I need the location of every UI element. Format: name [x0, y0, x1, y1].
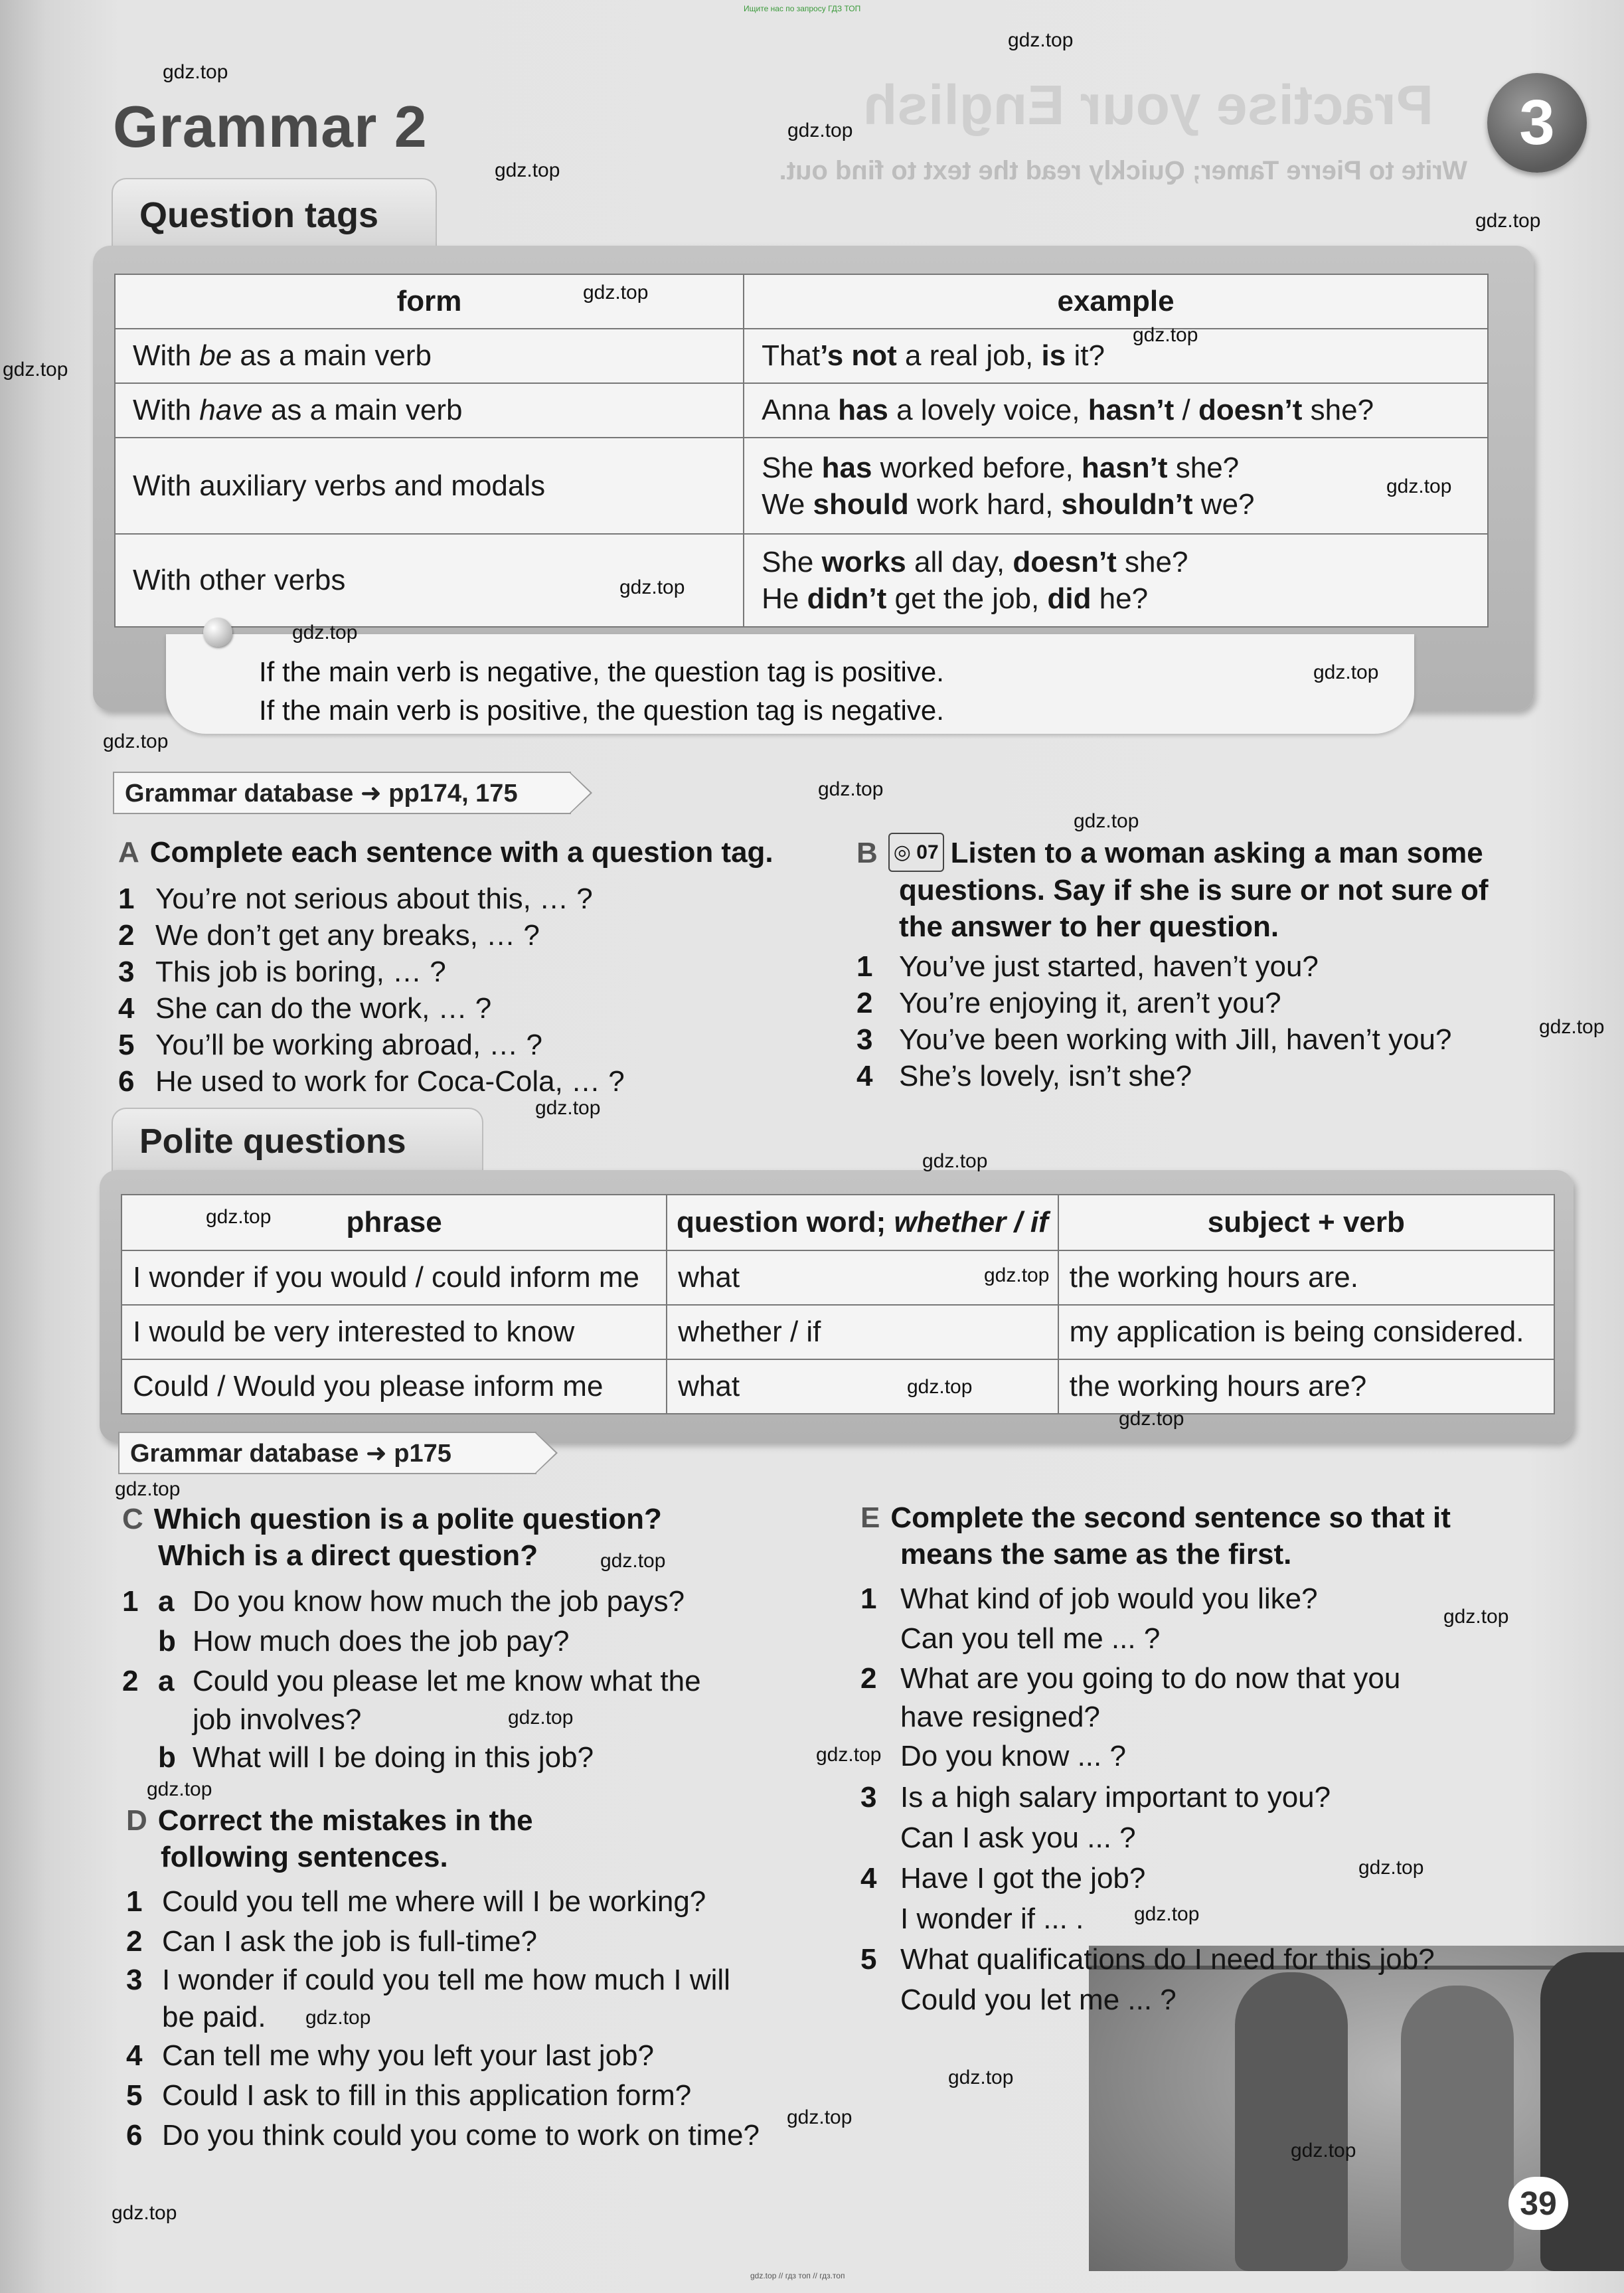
watermark: gdz.top: [3, 359, 68, 381]
watermark: gdz.top: [1475, 210, 1541, 232]
watermark: gdz.top: [1539, 1016, 1605, 1038]
watermark: gdz.top: [600, 1550, 666, 1572]
list-item: 1 Could you tell me where will I be working?: [126, 1885, 706, 1918]
list-item: 4 She can do the work, … ?: [118, 992, 492, 1025]
list-item: 2 We don’t get any breaks, … ?: [118, 919, 540, 952]
example-cell: That’s not a real job, is it?: [744, 329, 1488, 383]
task-c-list: [122, 1582, 701, 1778]
grammar-database-link[interactable]: Grammar database ➜ pp174, 175: [113, 772, 571, 814]
form-cell: With other verbs: [115, 534, 744, 627]
rule-note-line-2: If the main verb is positive, the question tag is negative.: [259, 695, 944, 726]
watermark: gdz.top: [583, 282, 649, 303]
question-word-cell: what: [667, 1359, 1058, 1414]
task-b-heading: B ◎ 07 Listen to a woman asking a man some questions. Say if she is sure or not sure of the answer to her question.: [856, 833, 1580, 945]
form-cell: With be as a main verb: [115, 329, 744, 383]
top-note: Ищите нас по запросу ГДЗ ТОП: [744, 4, 861, 13]
list-item: be paid.: [162, 2001, 266, 2033]
subject-verb-cell: the working hours are?: [1058, 1359, 1554, 1414]
watermark: gdz.top: [922, 1150, 988, 1172]
header-form: form: [115, 274, 744, 329]
list-item: Do you know ... ?: [900, 1740, 1126, 1772]
list-item: 3 You’ve been working with Jill, haven’t you?: [856, 1023, 1452, 1056]
table-row: [115, 329, 1488, 383]
watermark: gdz.top: [787, 120, 853, 141]
task-e-heading: E Complete the second sentence so that it means the same as the first.: [860, 1501, 1451, 1571]
example-cell: Anna has a lovely voice, hasn’t / doesn’t she?: [744, 383, 1488, 438]
list-item: 1 What kind of job would you like?: [860, 1582, 1318, 1615]
example-cell: She has worked before, hasn’t she? We should work hard, shouldn’t we?: [744, 438, 1488, 534]
watermark: gdz.top: [1358, 1857, 1424, 1879]
watermark: gdz.top: [115, 1478, 181, 1500]
table-row: [122, 1359, 1554, 1414]
watermark: gdz.top: [206, 1206, 272, 1228]
list-item: 5 You’ll be working abroad, … ?: [118, 1029, 542, 1061]
watermark: gdz.top: [163, 61, 228, 83]
ghost-heading: Practise your English: [863, 74, 1433, 136]
task-e-list: [860, 1579, 1435, 2020]
watermark: gdz.top: [508, 1707, 574, 1729]
task-d-heading: D Correct the mistakes in the following sentences.: [126, 1804, 533, 1873]
list-item: 3 Is a high salary important to you?: [860, 1781, 1331, 1814]
audio-track-icon[interactable]: ◎ 07: [888, 833, 944, 872]
table-row: [115, 383, 1488, 438]
table-row: [115, 438, 1488, 534]
rule-note: [166, 634, 1414, 734]
list-item: Can I ask you ... ?: [900, 1822, 1136, 1854]
phrase-cell: Could / Would you please inform me: [122, 1359, 667, 1414]
subject-verb-cell: the working hours are.: [1058, 1250, 1554, 1305]
watermark: gdz.top: [787, 2106, 853, 2128]
question-tags-tab: Question tags: [112, 178, 437, 251]
task-a-list: [118, 881, 625, 1100]
table-row: [115, 534, 1488, 627]
watermark: gdz.top: [1386, 475, 1452, 497]
form-cell: With have as a main verb: [115, 383, 744, 438]
watermark: gdz.top: [292, 622, 358, 643]
list-item: 2 You’re enjoying it, aren’t you?: [856, 987, 1281, 1019]
bottom-note: gdz.top // гдз топ // гдз.топ: [750, 2271, 845, 2280]
watermark: gdz.top: [948, 2067, 1014, 2088]
question-word-cell: whether / if: [667, 1305, 1058, 1359]
list-item: 1 You’re not serious about this, … ?: [118, 883, 593, 915]
table-header-row: [115, 274, 1488, 329]
table-row: [122, 1305, 1554, 1359]
task-a-heading: A Complete each sentence with a question tag.: [118, 836, 773, 869]
list-item: job involves?: [193, 1703, 362, 1736]
list-item: 2 a Could you please let me know what the: [122, 1665, 701, 1697]
table-header-row: [122, 1195, 1554, 1250]
list-item: b What will I be doing in this job?: [158, 1741, 594, 1774]
watermark: gdz.top: [112, 2202, 177, 2224]
watermark: gdz.top: [984, 1264, 1050, 1286]
grammar-database-link[interactable]: Grammar database ➜ p175: [118, 1432, 536, 1474]
subject-verb-cell: my application is being considered.: [1058, 1305, 1554, 1359]
unit-number-badge: 3: [1487, 73, 1587, 173]
watermark: gdz.top: [1313, 661, 1379, 683]
list-item: 5 What qualifications do I need for this job?: [860, 1943, 1435, 1976]
header-phrase: phrase: [122, 1195, 667, 1250]
question-tags-table: [114, 274, 1489, 628]
ghost-subline: Write to Pierre Tamer; Quickly read the text to find out.: [779, 156, 1467, 185]
list-item: 1 a Do you know how much the job pays?: [122, 1585, 685, 1618]
watermark: gdz.top: [907, 1376, 973, 1398]
list-item: I wonder if ... .: [900, 1903, 1084, 1935]
watermark: gdz.top: [1443, 1606, 1509, 1628]
list-item: Could you let me ... ?: [900, 1984, 1177, 2016]
polite-questions-tab: Polite questions: [112, 1108, 483, 1174]
question-word-cell: what: [667, 1250, 1058, 1305]
list-item: b How much does the job pay?: [158, 1625, 570, 1657]
form-cell: With auxiliary verbs and modals: [115, 438, 744, 534]
list-item: 1 You’ve just started, haven’t you?: [856, 950, 1319, 983]
header-example: example: [744, 274, 1488, 329]
task-c-heading: C Which question is a polite question? Which is a direct question?: [122, 1503, 662, 1572]
task-b-list: [856, 948, 1451, 1094]
list-item: 6 He used to work for Coca-Cola, … ?: [118, 1065, 625, 1098]
task-d-list: [126, 1882, 760, 2156]
phrase-cell: I wonder if you would / could inform me: [122, 1250, 667, 1305]
table-row: [122, 1250, 1554, 1305]
list-item: 3 This job is boring, … ?: [118, 956, 446, 988]
list-item: 4 Have I got the job?: [860, 1862, 1146, 1895]
page-number: 39: [1508, 2177, 1568, 2230]
example-cell: She works all day, doesn’t she? He didn’t get the job, did he?: [744, 534, 1488, 627]
watermark: gdz.top: [147, 1778, 212, 1800]
list-item: 2 What are you going to do now that you: [860, 1662, 1401, 1695]
page-title: Grammar 2: [113, 94, 428, 159]
watermark: gdz.top: [103, 730, 169, 752]
watermark: gdz.top: [1008, 29, 1074, 51]
watermark: gdz.top: [1291, 2140, 1356, 2162]
watermark: gdz.top: [816, 1744, 882, 1766]
list-item: Can you tell me ... ?: [900, 1622, 1161, 1655]
watermark: gdz.top: [1133, 324, 1198, 346]
phrase-cell: I would be very interested to know: [122, 1305, 667, 1359]
watermark: gdz.top: [535, 1097, 601, 1119]
list-item: 2 Can I ask the job is full-time?: [126, 1925, 537, 1958]
list-item: 6 Do you think could you come to work on time?: [126, 2119, 760, 2152]
list-item: 5 Could I ask to fill in this application form?: [126, 2079, 692, 2112]
list-item: 3 I wonder if could you tell me how much I will: [126, 1964, 730, 1996]
watermark: gdz.top: [495, 159, 560, 181]
watermark: gdz.top: [1134, 1903, 1200, 1925]
header-question-word: question word; whether / if: [667, 1195, 1058, 1250]
rule-note-line-1: If the main verb is negative, the question tag is positive.: [259, 656, 944, 687]
watermark: gdz.top: [305, 2007, 371, 2029]
list-item: 4 She’s lovely, isn’t she?: [856, 1060, 1192, 1092]
watermark: gdz.top: [1119, 1408, 1184, 1430]
list-item: 4 Can tell me why you left your last job?: [126, 2039, 655, 2072]
watermark: gdz.top: [1074, 810, 1139, 832]
polite-questions-table: [121, 1194, 1555, 1414]
pin-icon: [203, 618, 232, 647]
list-item: have resigned?: [900, 1701, 1100, 1733]
header-subject-verb: subject + verb: [1058, 1195, 1554, 1250]
watermark: gdz.top: [619, 576, 685, 598]
watermark: gdz.top: [818, 778, 884, 800]
